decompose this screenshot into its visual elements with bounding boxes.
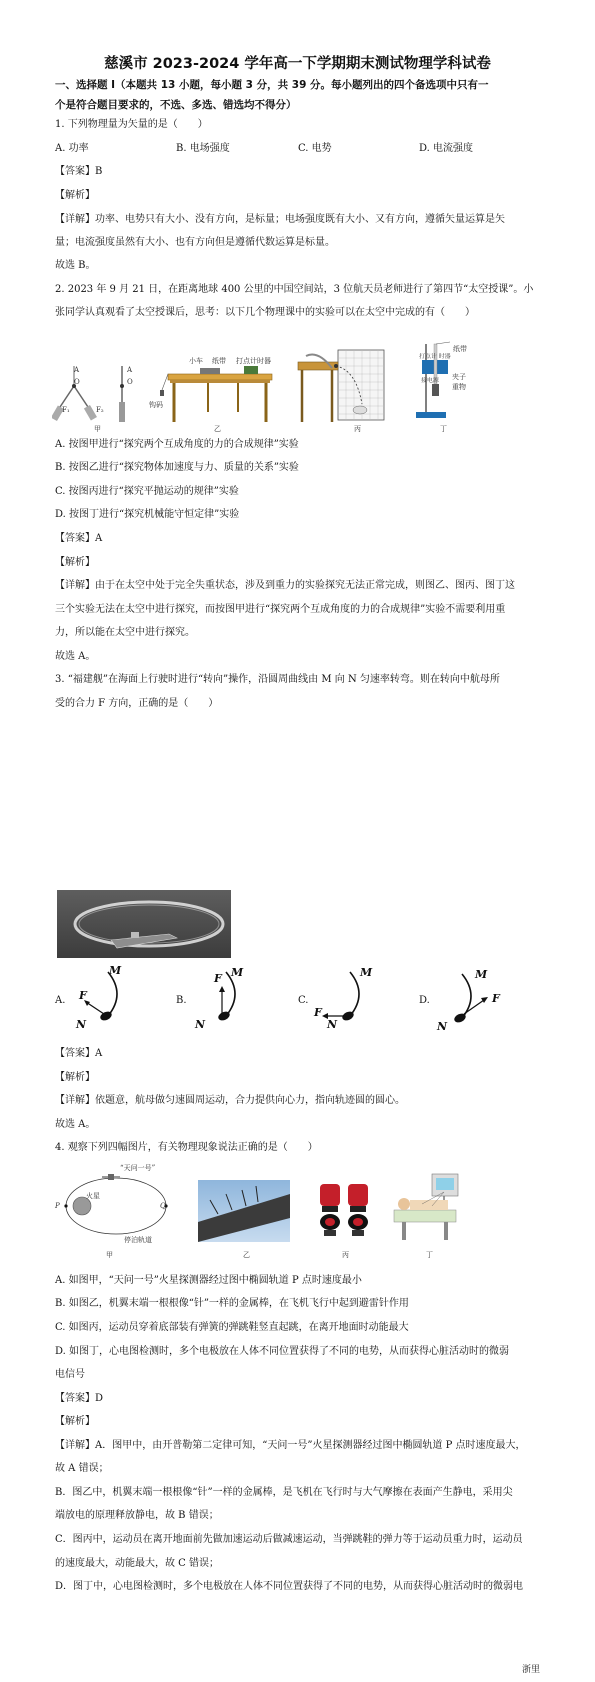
q4-detail-line3: B．图乙中，机翼末端一根根像“针”一样的金属棒，是飞机在飞行时与大气摩擦在表面产生静电，采用尖 — [55, 1487, 513, 1498]
q1-answer: 【答案】B — [55, 166, 103, 177]
q4-option-b: B. 如图乙，机翼末端一根根像“针”一样的金属棒，在飞机飞行中起到避雷针作用 — [55, 1298, 409, 1309]
q4-figure-jia — [58, 1168, 170, 1242]
q4-detail-line4: 端放电的原理释放静电，故 B 错误； — [55, 1510, 219, 1521]
q3-option-d-label: D. — [419, 995, 430, 1006]
q3-jiexi: 【解析】 — [55, 1072, 95, 1083]
q1-jiexi: 【解析】 — [55, 190, 95, 201]
q3-option-c-label: C. — [298, 995, 309, 1006]
q2-option-b: B. 按图乙进行“探究物体加速度与力、质量的关系”实验 — [55, 462, 299, 473]
q2-jia-label-a1: A — [74, 366, 80, 374]
footer-mark: 浙里 — [522, 1665, 541, 1675]
q2-conclusion: 故选 A。 — [55, 651, 96, 662]
q2-jiexi: 【解析】 — [55, 557, 95, 568]
q4-option-d-line1: D. 如图丁，心电图检测时，多个电极放在人体不同位置获得了不同的电势，从而获得心脏活动时的微弱 — [55, 1346, 510, 1357]
q1-option-c: C. 电势 — [298, 143, 332, 154]
q2-yi-label-tape: 纸带 — [212, 357, 226, 365]
q3-c-label-f: F — [314, 1006, 322, 1019]
q1-detail-line1: 【详解】功率、电势只有大小、没有方向，是标量；电场强度既有大小、又有方向，遵循矢量运算是矢 — [55, 214, 505, 225]
q2-detail-line2: 三个实验无法在太空中进行探究，而按图甲进行“探究两个互成角度的力的合成规律”实验不需要利用重 — [55, 604, 506, 615]
q4-fig-caption-bing: 丙 — [342, 1251, 349, 1259]
q4-fig-caption-ding: 丁 — [426, 1251, 433, 1259]
q2-fig-caption-jia: 甲 — [94, 425, 101, 433]
q4-jia-label-mars: 火星 — [86, 1192, 100, 1200]
q4-jiexi: 【解析】 — [55, 1416, 95, 1427]
q4-jia-label-q: Q — [160, 1202, 166, 1210]
q3-conclusion: 故选 A。 — [55, 1119, 96, 1130]
q3-b-label-f: F — [214, 972, 222, 985]
q3-stem-line1: 3. “福建舰”在海面上行驶时进行“转向”操作，沿圆周曲线由 M 向 N 匀速率转弯。则在转向中航母所 — [55, 674, 500, 685]
q4-option-d-line2: 电信号 — [55, 1369, 85, 1380]
q2-ding-label-clip: 夹子 — [452, 373, 466, 381]
q2-yi-label-car: 小车 — [189, 357, 203, 365]
section-heading-line1: 一、选择题 I（本题共 13 小题，每小题 3 分，共 39 分。每小题列出的四个备选项中只有一 — [55, 79, 489, 91]
q4-detail-line2: 故 A 错误； — [55, 1463, 109, 1474]
q3-option-b-label: B. — [176, 995, 187, 1006]
q4-stem: 4. 观察下列四幅图片，有关物理现象说法正确的是（ ） — [55, 1142, 318, 1153]
q3-stem-line2: 受的合力 F 方向，正确的是（ ） — [55, 698, 219, 709]
q3-a-label-m: M — [109, 964, 122, 977]
q3-d-label-n: N — [437, 1020, 448, 1033]
page-title: 慈溪市 2023-2024 学年高一下学期期末测试物理学科试卷 — [104, 56, 491, 72]
q3-carrier-photo — [57, 890, 231, 958]
q4-figure-ding — [392, 1172, 464, 1244]
q2-option-c: C. 按图丙进行“探究平抛运动的规律”实验 — [55, 486, 239, 497]
q2-yi-label-timer: 打点计时器 — [236, 357, 271, 365]
q2-jia-label-o1: O — [74, 378, 80, 386]
q1-option-d: D. 电流强度 — [419, 143, 474, 154]
q4-detail-line7: D．图丁中，心电图检测时，多个电极放在人体不同位置获得了不同的电势，从而获得心脏活动时的微弱电 — [55, 1581, 524, 1592]
q4-figure-yi — [198, 1180, 290, 1242]
q4-answer: 【答案】D — [55, 1393, 104, 1404]
q1-stem: 1. 下列物理量为矢量的是（ ） — [55, 119, 208, 130]
q2-jia-label-f2: F₂ — [96, 406, 104, 414]
q2-fig-caption-ding: 丁 — [440, 425, 447, 433]
q3-d-label-f: F — [492, 992, 500, 1005]
q4-fig-caption-yi: 乙 — [243, 1251, 250, 1259]
q2-detail-line1: 【详解】由于在太空中处于完全失重状态，涉及到重力的实验探究无法正常完成，则图乙、图丙、图丁这 — [55, 580, 515, 591]
q2-ding-label-heavy: 重物 — [452, 383, 466, 391]
q3-detail: 【详解】依题意，航母做匀速圆周运动，合力提供向心力，指向轨迹圆的圆心。 — [55, 1095, 405, 1106]
q4-detail-line5: C．图丙中，运动员在离开地面前先做加速运动后做减速运动，当弹跳鞋的弹力等于运动员重力时，运动员 — [55, 1534, 523, 1545]
q4-option-c: C. 如图丙，运动员穿着底部装有弹簧的弹跳鞋竖直起跳，在离开地面时动能最大 — [55, 1322, 409, 1333]
q4-jia-label-p: P — [55, 1202, 60, 1210]
q2-jia-label-o2: O — [127, 378, 133, 386]
q3-answer: 【答案】A — [55, 1048, 103, 1059]
q2-figure-bing — [296, 348, 388, 424]
q3-b-label-m: M — [231, 966, 244, 979]
section-heading-line2: 个是符合题目要求的，不选、多选、错选均不得分） — [55, 99, 297, 111]
q3-option-a-label: A. — [55, 995, 66, 1006]
q2-answer: 【答案】A — [55, 533, 103, 544]
q2-jia-label-f1: F₁ — [62, 406, 70, 414]
q2-ding-label-tape: 纸带 — [453, 345, 467, 353]
q3-a-label-f: F — [79, 989, 87, 1002]
q2-yi-label-weight: 钩码 — [149, 401, 163, 409]
q2-detail-line3: 力，所以能在太空中进行探究。 — [55, 627, 195, 638]
q4-fig-caption-jia: 甲 — [106, 1251, 113, 1259]
q2-option-d: D. 按图丁进行“探究机械能守恒定律”实验 — [55, 509, 240, 520]
q3-c-label-n: N — [327, 1018, 338, 1031]
q2-jia-label-a2: A — [127, 366, 133, 374]
q4-figure-bing — [314, 1180, 376, 1244]
q2-stem-line1: 2. 2023 年 9 月 21 日，在距离地球 400 公里的中国空间站，3 位航天员老师进行了第四节“太空授课”。小 — [55, 284, 534, 295]
q3-b-label-n: N — [195, 1018, 206, 1031]
q4-jia-label-orbit: 停泊轨道 — [124, 1236, 152, 1244]
q3-c-label-m: M — [360, 966, 373, 979]
q2-fig-caption-bing: 丙 — [354, 425, 361, 433]
q1-option-b: B. 电场强度 — [176, 143, 230, 154]
q1-option-a: A. 功率 — [55, 143, 89, 154]
q2-figure-yi — [160, 360, 280, 424]
q2-ding-label-power: 接电源 — [421, 376, 439, 384]
q3-d-label-m: M — [475, 968, 488, 981]
q4-detail-line6: 的速度最大，动能最大，故 C 错误； — [55, 1558, 220, 1569]
q2-fig-caption-yi: 乙 — [214, 425, 221, 433]
q4-detail-line1: 【详解】A．图甲中，由开普勒第二定律可知，“天问一号”火星探测器经过图中椭圆轨道 P 点时速度最大， — [55, 1440, 526, 1451]
q4-option-a: A. 如图甲，“天问一号”火星探测器经过图中椭圆轨道 P 点时速度最小 — [55, 1275, 362, 1286]
q2-option-a: A. 按图甲进行“探究两个互成角度的力的合成规律”实验 — [55, 439, 299, 450]
q1-conclusion: 故选 B。 — [55, 260, 96, 271]
q2-ding-label-timer: 打点计 时器 — [419, 352, 451, 360]
q2-stem-line2: 张同学认真观看了太空授课后，思考：以下几个物理课中的实验可以在太空中完成的有（ ） — [55, 307, 475, 318]
q1-detail-line2: 量；电流强度虽然有大小、也有方向但是遵循代数运算是标量。 — [55, 237, 335, 248]
q4-jia-label-probe: “天问一号” — [120, 1164, 156, 1172]
q3-a-label-n: N — [76, 1018, 87, 1031]
